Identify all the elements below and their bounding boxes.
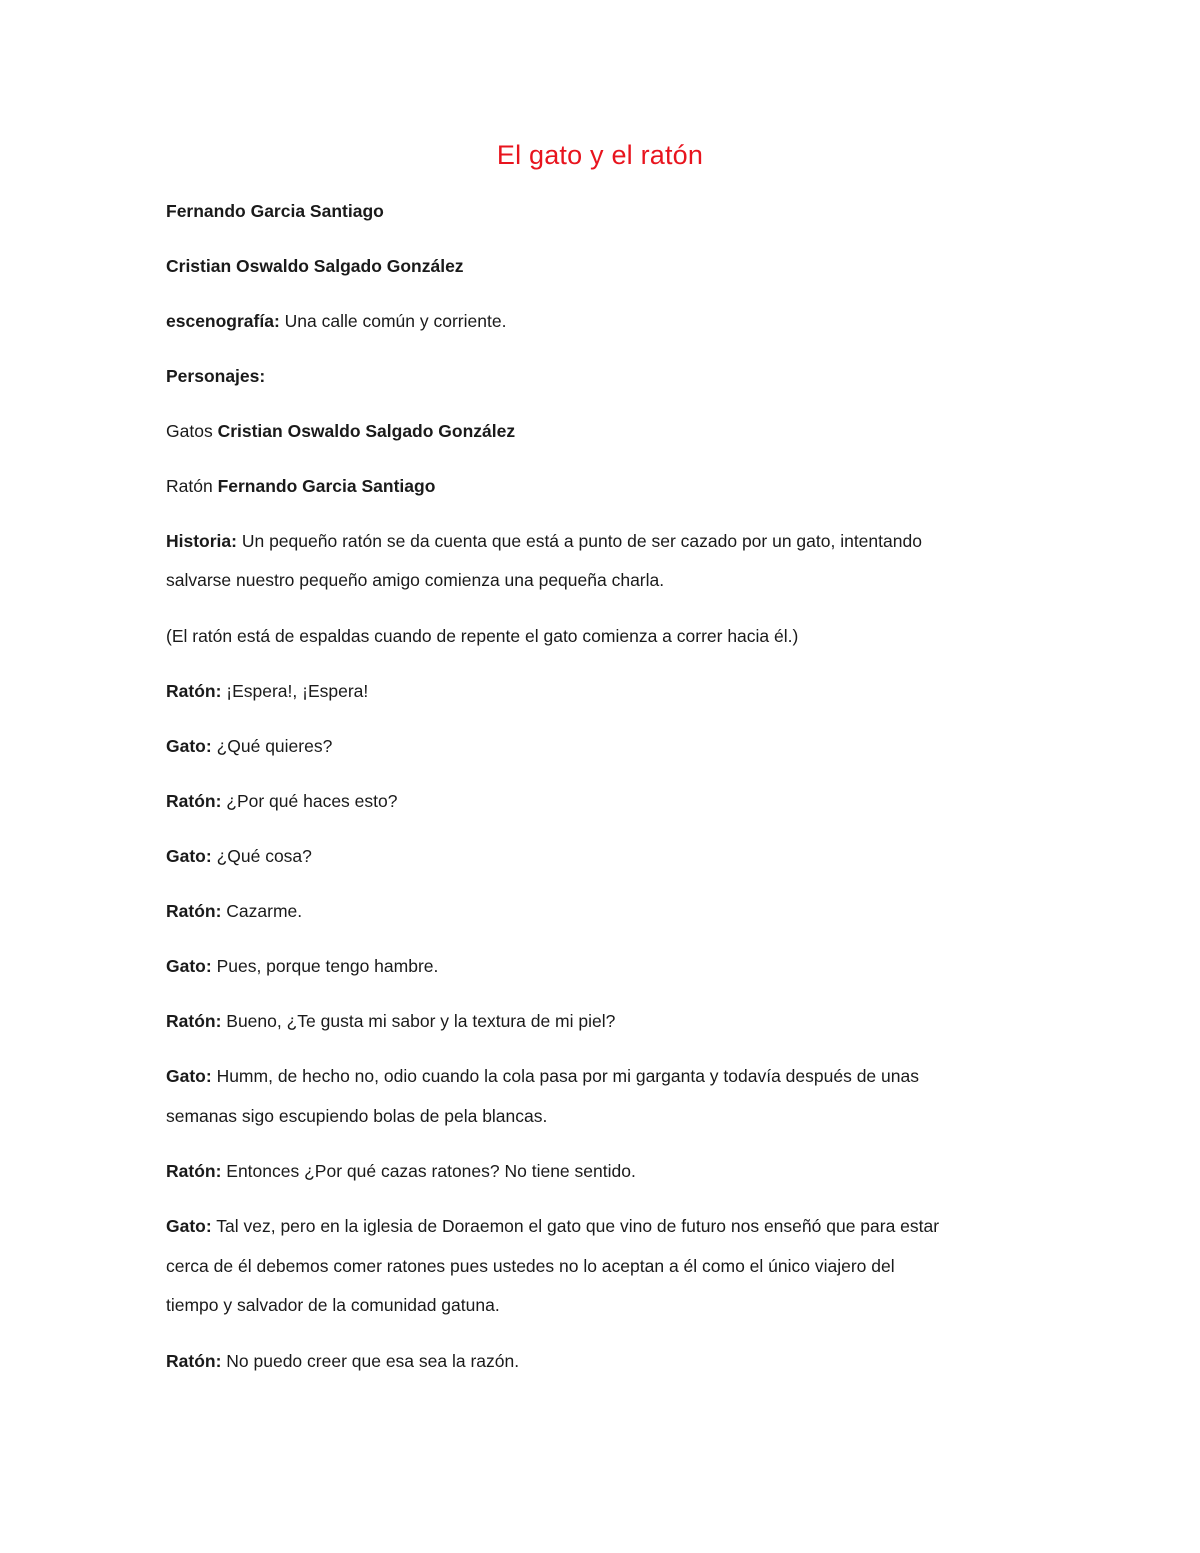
dialogue-line [166, 1066, 1046, 1086]
dialogue-text: Humm, de hecho no, odio cuando la cola pasa por mi garganta y todavía después de unas [211, 1066, 919, 1086]
dialogue-text: ¿Por qué haces esto? [221, 791, 398, 811]
story-line [166, 531, 1046, 551]
speaker-label: Ratón: [166, 1351, 222, 1371]
document-title: El gato y el ratón [496, 140, 704, 170]
dialogue-line [166, 956, 1046, 976]
scenography-text: Una calle común y corriente. [279, 311, 507, 331]
speaker-label: Ratón: [166, 791, 222, 811]
characters-heading: Personajes: [166, 366, 266, 386]
dialogue-line [166, 1161, 1046, 1181]
dialogue-text: Entonces ¿Por qué cazas ratones? No tiene sentido. [221, 1161, 636, 1181]
dialogue-continuation: tiempo y salvador de la comunidad gatuna. [166, 1295, 500, 1315]
dialogue-line [166, 736, 1046, 756]
dialogue-line [166, 1216, 1046, 1236]
speaker-label: Gato: [166, 846, 212, 866]
author-1: Fernando Garcia Santiago [166, 201, 384, 221]
speaker-label: Ratón: [166, 901, 222, 921]
story-label: Historia: [166, 531, 237, 551]
dialogue-line [166, 1011, 1046, 1031]
speaker-label: Ratón: [166, 1161, 222, 1181]
dialogue-text: Tal vez, pero en la iglesia de Doraemon el gato que vino de futuro nos enseñó que para estar [211, 1216, 940, 1236]
stage-direction: (El ratón está de espaldas cuando de repente el gato comienza a correr hacia él.) [166, 626, 799, 646]
speaker-label: Gato: [166, 1216, 212, 1236]
cast-role: Gatos [166, 421, 218, 441]
dialogue-text: ¿Qué quieres? [211, 736, 333, 756]
story-line: salvarse nuestro pequeño amigo comienza una pequeña charla. [166, 570, 665, 590]
dialogue-line [166, 846, 1046, 866]
cast-item [166, 476, 1046, 496]
dialogue-text: ¡Espera!, ¡Espera! [221, 681, 369, 701]
cast-item [166, 421, 1046, 441]
story-text: Un pequeño ratón se da cuenta que está a punto de ser cazado por un gato, intentando [236, 531, 922, 551]
dialogue-continuation: cerca de él debemos comer ratones pues ustedes no lo aceptan a él como el único viajero del [166, 1256, 895, 1276]
cast-actor: Cristian Oswaldo Salgado González [217, 421, 516, 441]
dialogue-text: No puedo creer que esa sea la razón. [221, 1351, 520, 1371]
dialogue-line [166, 901, 1046, 921]
cast-role: Ratón [166, 476, 218, 496]
speaker-label: Ratón: [166, 1011, 222, 1031]
scenography-label: escenografía: [166, 311, 280, 331]
author-2: Cristian Oswaldo Salgado González [166, 256, 464, 276]
scenography-line [166, 311, 1046, 331]
dialogue-text: ¿Qué cosa? [211, 846, 312, 866]
dialogue-text: Cazarme. [221, 901, 303, 921]
dialogue-line [166, 1351, 1046, 1371]
dialogue-line [166, 791, 1046, 811]
dialogue-text: Bueno, ¿Te gusta mi sabor y la textura de mi piel? [221, 1011, 616, 1031]
cast-actor: Fernando Garcia Santiago [217, 476, 436, 496]
speaker-label: Ratón: [166, 681, 222, 701]
speaker-label: Gato: [166, 1066, 212, 1086]
speaker-label: Gato: [166, 956, 212, 976]
dialogue-line [166, 681, 1046, 701]
dialogue-continuation: semanas sigo escupiendo bolas de pela blancas. [166, 1106, 548, 1126]
dialogue-text: Pues, porque tengo hambre. [211, 956, 439, 976]
speaker-label: Gato: [166, 736, 212, 756]
